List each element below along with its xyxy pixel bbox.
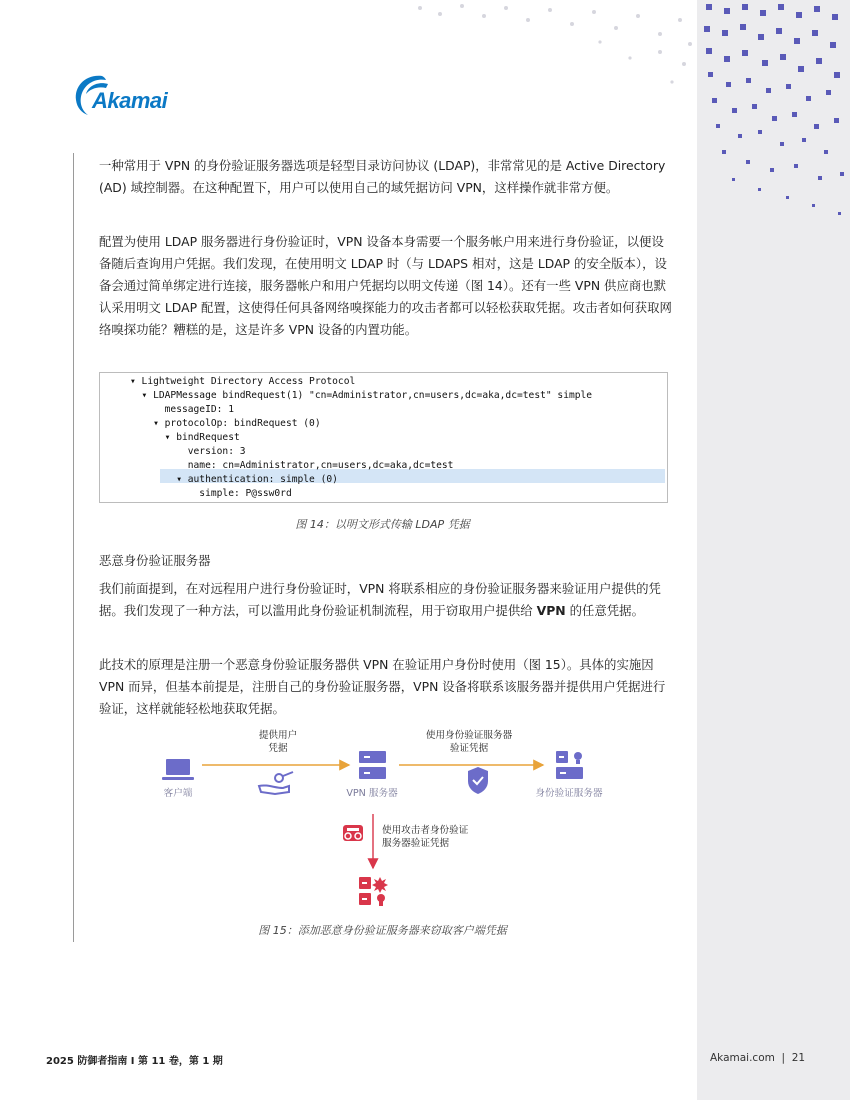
code-line: version: 3 xyxy=(130,446,246,457)
code-line: ▾ bindRequest xyxy=(130,432,240,443)
code-line: ▾ Lightweight Directory Access Protocol xyxy=(130,376,356,387)
code-line: simple: P@ssw0rd xyxy=(130,488,292,499)
server-icon xyxy=(359,751,386,779)
footer-page-number: Akamai.com | 21 xyxy=(710,1052,806,1064)
paragraph-ldap-cleartext: 配置为使用 LDAP 服务器进行身份验证时，VPN 设备本身需要一个服务帐户用来进行身份验证，以便设备随后查询用户凭据。我们发现，在使用明文 LDAP 时（与 LDAPS 相对，这是 LDAP 的安全版本），设备会通过简单绑定进行连接，服务器帐户和用户凭据均以明文传递（图 14）。还有一些 VPN 供应商也默认采用明文 LDAP 配置，这使得任何具备网络嗅探能力的攻击者都可以轻松获取凭据。攻击者如何获取网络嗅探功能？糟糕的是，这是许多 VPN 设备的内置功能。 xyxy=(99,234,672,337)
hand-key-icon xyxy=(259,772,293,794)
code-line: name: cn=Administrator,cn=users,dc=aka,dc=test xyxy=(130,460,454,471)
step-validate-credentials xyxy=(404,729,534,755)
bold-text: VPN xyxy=(536,603,566,618)
step-label: 提供用户 凭据 xyxy=(258,730,298,754)
spy-icon xyxy=(343,825,363,841)
footer-publication: 2025 防御者指南 I 第 11 卷，第 1 期 xyxy=(46,1056,223,1067)
paragraph-rogue-server xyxy=(99,578,675,622)
left-margin-rule xyxy=(73,153,74,942)
code-line: messageID: 1 xyxy=(130,404,234,415)
step-provide-credentials xyxy=(233,729,323,755)
node-auth-label: 身份验证服务器 xyxy=(535,788,603,799)
step-label: 使用攻击者身份验证 服务器验证凭据 xyxy=(382,825,469,849)
paragraph-text: 的任意凭据。 xyxy=(565,603,644,618)
laptop-icon xyxy=(162,759,194,780)
paragraph-technique: 此技术的原理是注册一个恶意身份验证服务器供 VPN 在验证用户身份时使用（图 15）。具体的实施因 VPN 而异，但基本前提是，注册自己的身份验证服务器，VPN 设备将联系该服务器并提供用户凭据进行验证，这样就能轻松地获取凭据。 xyxy=(99,657,666,716)
step-label: 使用身份验证服务器 验证凭据 xyxy=(425,730,513,754)
node-vpn-label: VPN 服务器 xyxy=(346,788,398,799)
auth-server-icon xyxy=(556,751,583,779)
figure-14-packet-capture xyxy=(99,372,668,503)
code-line: ▾ LDAPMessage bindRequest(1) "cn=Administrator,cn=users,dc=aka,dc=test" simple xyxy=(130,390,593,401)
step-attacker-validate xyxy=(382,824,502,850)
paragraph-ldap-intro: 一种常用于 VPN 的身份验证服务器选项是轻型目录访问协议 (LDAP)，非常常见的是 Active Directory (AD) 域控制器。在这种配置下，用户可以使用自己的域凭据访问 VPN，这样操作就非常方便。 xyxy=(99,158,666,195)
figure-14-caption: 图 14：以明文形式传输 LDAP 凭据 xyxy=(295,518,470,531)
node-client-label: 客户端 xyxy=(163,788,193,799)
code-line: ▾ protocolOp: bindRequest (0) xyxy=(130,418,321,429)
code-line: ▾ authentication: simple (0) xyxy=(130,474,338,485)
decorative-dot-pattern xyxy=(0,0,850,240)
section-heading: 恶意身份验证服务器 xyxy=(99,553,211,568)
shield-check-icon xyxy=(468,767,488,794)
paragraph-text: 我们前面提到，在对远程用户进行身份验证时，VPN 将联系相应的身份验证服务器来验证用户提供的凭据。我们发现了一种方法，可以滥用此身份验证机制流程，用于窃取用户提供给 xyxy=(99,581,661,618)
figure-15-diagram xyxy=(99,722,666,917)
figure-15-caption: 图 15：添加恶意身份验证服务器来窃取客户端凭据 xyxy=(258,924,507,937)
rogue-server-icon xyxy=(359,877,388,906)
logo-text: Akamai xyxy=(92,88,168,113)
